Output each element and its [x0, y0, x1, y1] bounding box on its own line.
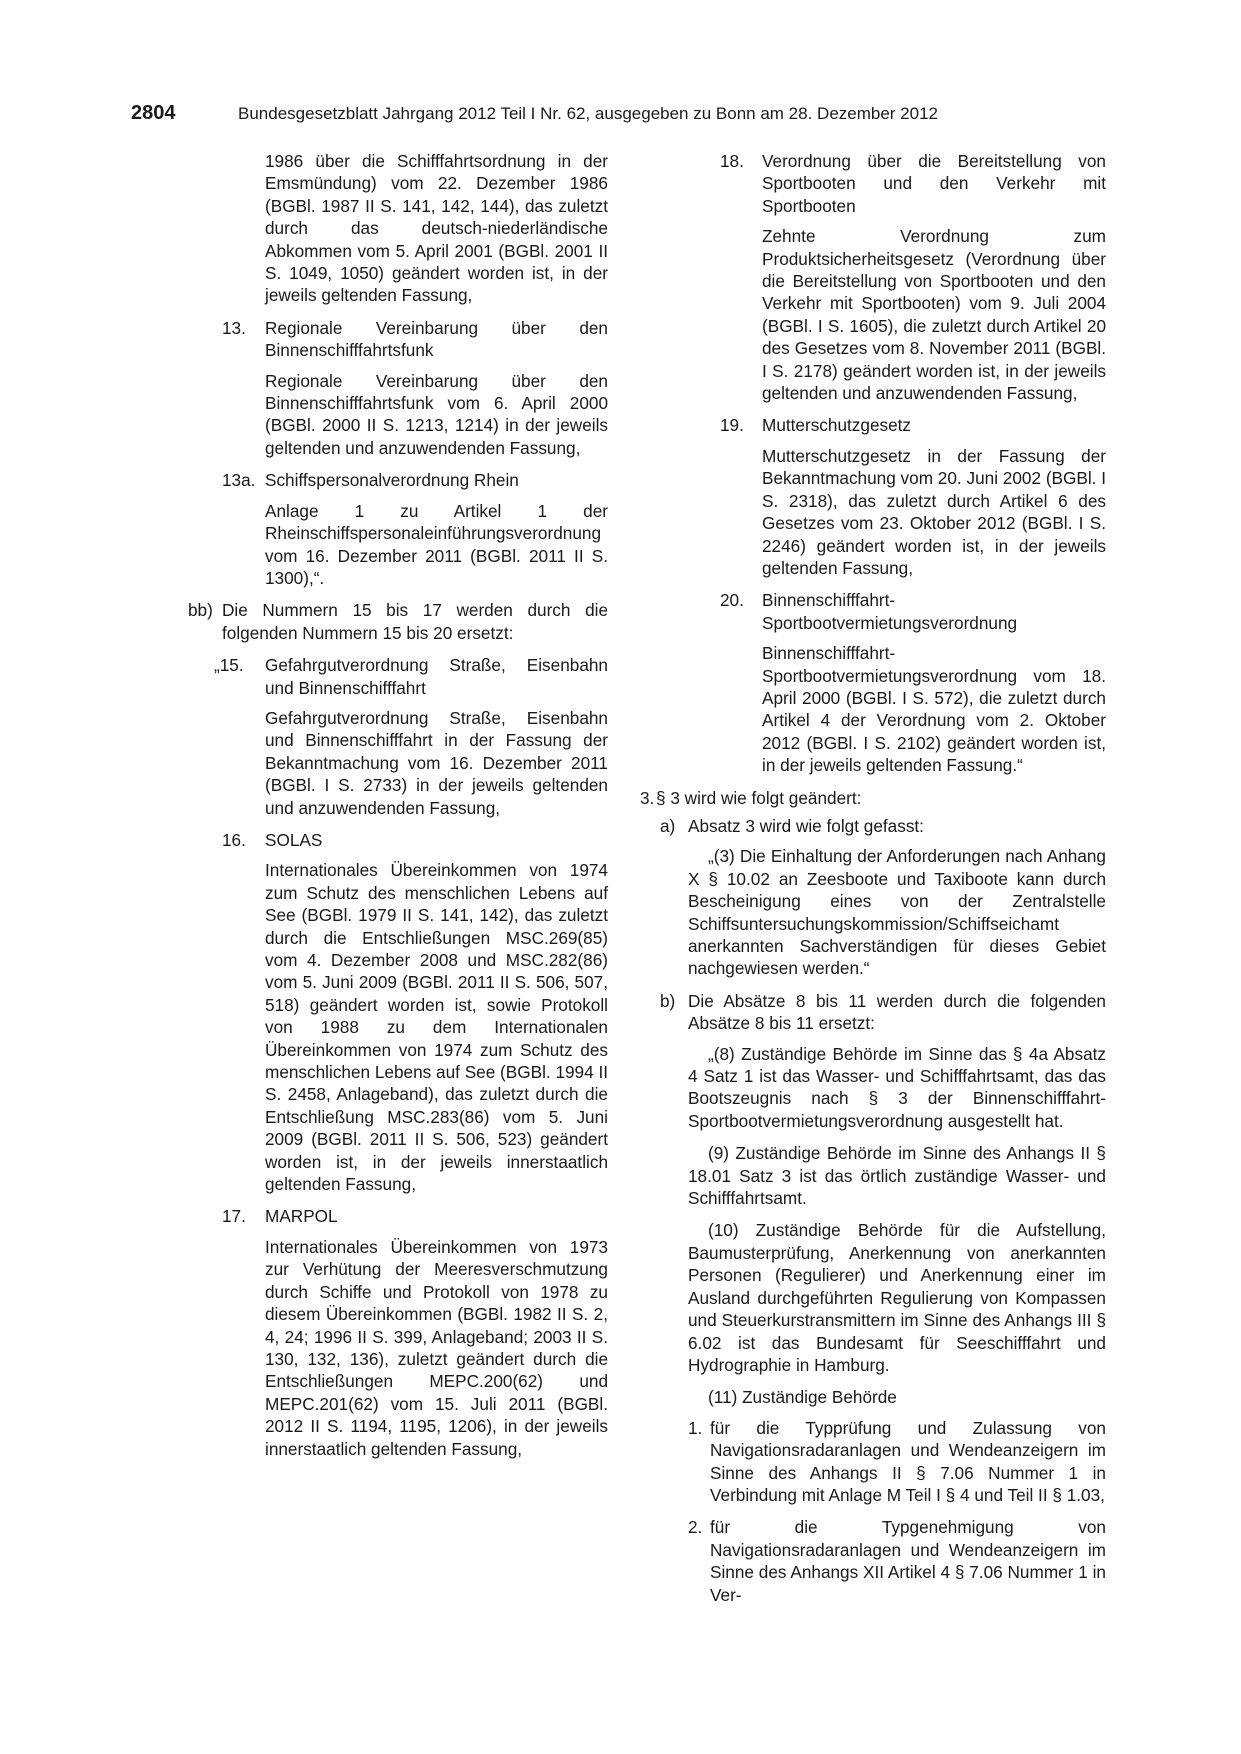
item-16-number: 16. [222, 829, 246, 850]
item-17 [188, 1205, 608, 1459]
paragraph-11: (11) Zuständige Behörde [708, 1387, 897, 1408]
item-bb-text: Die Nummern 15 bis 17 werden durch die folgenden Nummern 15 bis 20 ersetzt: [222, 600, 608, 643]
item-13-title: Regionale Vereinbarung über den Binnenschifffahrtsfunk [265, 317, 608, 361]
journal-header: Bundesgesetzblatt Jahrgang 2012 Teil I Nr. 62, ausgegeben zu Bonn am 28. Dezember 2012 [238, 104, 938, 123]
paragraph-11-item-2 [640, 1516, 1106, 1606]
item-13a [188, 469, 608, 589]
item-17-text: Internationales Übereinkommen von 1973 zur Verhütung der Meeresverschmutzung durch Schiffe und Protokoll von 1978 zu diesem Übereinkommen (BGBl. 1982 II S. 2, 4, 24; 1996 II S. 399, Anlageband; 2003 II S. 130, 132, 136), zuletzt geändert durch die Entschließungen MEPC.200(62) und MEPC.201(62) vom 15. Juli 2011 (BGBl. 2012 II S. 1194, 1195, 1206), in der jeweils innerstaatlich geltenden Fassung, [265, 1236, 608, 1459]
item-13-number: 13. [222, 317, 246, 338]
item-20-text: Binnenschifffahrt-Sportbootvermietungsverordnung vom 18. April 2000 (BGBl. I S. 572), die zuletzt durch Artikel 4 der Verordnung vom 2. Oktober 2012 (BGBl. I S. 2102) geändert worden ist, in der jeweils geltenden Fassung.“ [762, 643, 1106, 776]
item-16-title: SOLAS [265, 829, 323, 850]
sub-a-label: a) [660, 815, 676, 836]
item-19-number: 19. [720, 415, 744, 436]
paragraph-11-item-1-number: 1. [688, 1417, 703, 1438]
item-18-title: Verordnung über die Bereitstellung von Sportbooten und den Verkehr mit Sportbooten [762, 151, 1106, 216]
item-16 [188, 829, 608, 1196]
item-15-title: Gefahrgutverordnung Straße, Eisenbahn und Binnenschifffahrt [265, 655, 608, 698]
item-13a-text: Anlage 1 zu Artikel 1 der Rheinschiffspersonaleinführungsverordnung vom 16. Dezember 2011 (BGBl. 2011 II S. 1300),“. [265, 500, 608, 588]
item-19-text: Mutterschutzgesetz in der Fassung der Bekanntmachung vom 20. Juni 2002 (BGBl. I S. 2318), das zuletzt durch Artikel 6 des Gesetzes vom 23. Oktober 2012 (BGBl. I S. 2246) geändert worden ist, in der jeweils geltenden Fassung, [762, 445, 1106, 578]
paragraph-11-item-2-number: 2. [688, 1517, 703, 1538]
section-3-number: 3. [640, 787, 655, 808]
paragraph-10: (10) Zuständige Behörde für die Aufstellung, Baumusterprüfung, Anerkennung von anerkannten Personen (Regulierer) und Anerkennung einer im Ausland durchgeführten Regulierung von Kompassen und Steuerkurstransmittern im Sinne des Anhangs III § 6.02 ist das Bundesamt für Seeschifffahrt und Hydrographie in Hamburg. [688, 1220, 1106, 1375]
sub-a-quote: „(3) Die Einhaltung der Anforderungen nach Anhang X § 10.02 an Zeesboote und Taxiboote kann durch Bescheinigung eines von der Zentralstelle Schiffsuntersuchungskommission/Schiffseichamt anerkannten Sachverständigen für dieses Gebiet nachgewiesen werden.“ [688, 846, 1106, 979]
paragraph-11-item-2-text: für die Typgenehmigung von Navigationsradaranlagen und Wendeanzeigern im Sinne des Anhangs XII Artikel 4 § 7.06 Nummer 1 in Ver- [710, 1517, 1106, 1605]
item-20-number: 20. [720, 590, 744, 611]
sub-b [640, 990, 1106, 1409]
right-column [640, 150, 1106, 1616]
item-13a-title: Schiffspersonalverordnung Rhein [265, 470, 519, 491]
paragraph-8: „(8) Zuständige Behörde im Sinne das § 4a Absatz 4 Satz 1 ist das Wasser- und Schifffahrtsamt, das das Bootszeugnis nach § 3 der Binnenschifffahrt-Sportbootvermietungsverordnung ausgestellt hat. [688, 1043, 1106, 1131]
page-number: 2804 [131, 102, 176, 124]
item-18-number: 18. [720, 151, 744, 171]
item-18-text: Zehnte Verordnung zum Produktsicherheitsgesetz (Verordnung über die Bereitstellung von Sportbooten und den Verkehr mit Sportbooten) vom 9. Juli 2004 (BGBl. I S. 1605), die zuletzt durch Artikel 20 des Gesetzes vom 8. November 2011 (BGBl. I S. 2178) geändert worden ist, in der jeweils geltenden und anzuwendenden Fassung, [762, 226, 1106, 404]
sub-a-text: Absatz 3 wird wie folgt gefasst: [688, 815, 924, 836]
item-20-title: Binnenschifffahrt-Sportbootvermietungsverordnung [762, 590, 1018, 633]
item-20 [640, 589, 1106, 776]
item-19-title: Mutterschutzgesetz [762, 415, 912, 436]
item-19 [640, 414, 1106, 579]
paragraph-9: (9) Zuständige Behörde im Sinne des Anhangs II § 18.01 Satz 3 ist das örtlich zuständige Wasser- und Schifffahrtsamt. [688, 1143, 1106, 1209]
item-12-continuation [188, 150, 608, 307]
paragraph-11-item-1-text: für die Typprüfung und Zulassung von Navigationsradaranlagen und Wendeanzeigern im Sinne des Anhangs II § 7.06 Nummer 1 in Verbindung mit Anlage M Teil I § 4 und Teil II § 1.03, [710, 1417, 1106, 1505]
item-13-text: Regionale Vereinbarung über den Binnenschifffahrtsfunk vom 6. April 2000 (BGBl. 2000 II S. 1213, 1214) in der jeweils geltenden und anzuwendenden Fassung, [265, 370, 608, 458]
item-13 [188, 317, 608, 459]
item-bb [188, 599, 608, 644]
item-17-title: MARPOL [265, 1206, 338, 1227]
item-16-text: Internationales Übereinkommen von 1974 zum Schutz des menschlichen Lebens auf See (BGBl. 1979 II S. 141, 142), das zuletzt durch die Entschließungen MSC.269(85) vom 4. Dezember 2008 und MSC.282(86) vom 5. Juni 2009 (BGBl. 2011 II S. 506, 507, 518) geändert worden ist, sowie Protokoll von 1988 zu dem Internationalen Übereinkommen von 1974 zum Schutz des menschlichen Lebens auf See (BGBl. 1994 II S. 2458, Anlageband), das zuletzt durch die Entschließung MSC.283(86) vom 5. Juni 2009 (BGBl. 2011 II S. 506, 523) geändert worden ist, in der jeweils innerstaatlich geltenden Fassung, [265, 860, 609, 1195]
item-15-number: „15. [214, 655, 244, 676]
item-17-number: 17. [222, 1206, 246, 1227]
section-3-text: § 3 wird wie folgt geändert: [656, 787, 862, 808]
sub-b-label: b) [660, 990, 676, 1011]
sub-b-text: Die Absätze 8 bis 11 werden durch die folgenden Absätze 8 bis 11 ersetzt: [688, 990, 1106, 1034]
item-bb-number: bb) [188, 600, 213, 621]
item-13a-number: 13a. [222, 470, 256, 491]
item-12-text: 1986 über die Schifffahrtsordnung in der Emsmündung) vom 22. Dezember 1986 (BGBl. 1987 II S. 141, 142, 144), das zuletzt durch das deutsch-niederländische Abkommen vom 5. April 2001 (BGBl. 2001 II S. 1049, 1050) geändert worden ist, in der jeweils geltenden Fassung, [265, 151, 608, 306]
sub-a [640, 815, 1106, 980]
paragraph-11-item-1 [640, 1417, 1106, 1507]
item-18 [640, 150, 1106, 404]
item-15 [188, 654, 608, 819]
left-column [188, 150, 608, 1470]
item-15-text: Gefahrgutverordnung Straße, Eisenbahn und Binnenschifffahrt in der Fassung der Bekanntmachung vom 16. Dezember 2011 (BGBl. I S. 2733) in der jeweils geltenden und anzuwendenden Fassung, [265, 707, 608, 818]
section-3 [640, 787, 1106, 809]
